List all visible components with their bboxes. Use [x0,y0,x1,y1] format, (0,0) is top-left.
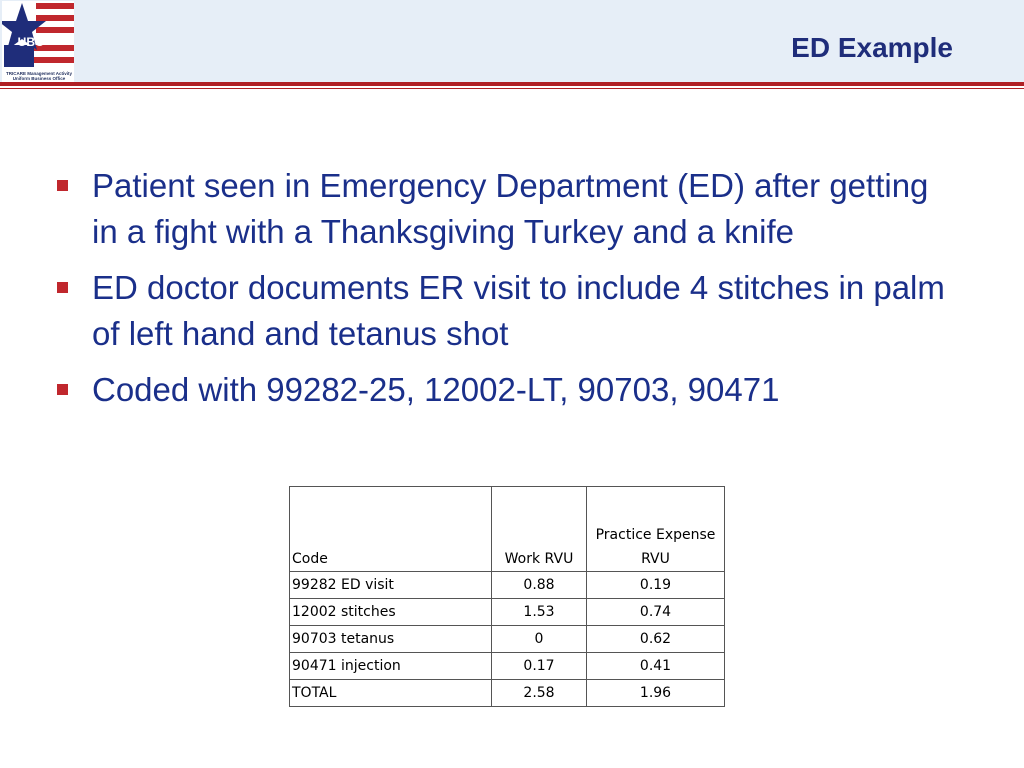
table-row [290,599,725,626]
table-row [290,626,725,653]
table-cell: 90471 injection [290,653,492,680]
bullet-list [55,163,955,423]
logo-subtitle: TRICARE Management Activity Uniform Business Office [5,71,73,81]
table-cell: 1.53 [492,599,587,626]
bullet-text: Coded with 99282-25, 12002-LT, 90703, 90471 [92,371,780,408]
table-cell: 12002 stitches [290,599,492,626]
square-bullet-icon [57,180,68,191]
table-cell: 0.19 [587,572,725,599]
table-cell: 0.62 [587,626,725,653]
table-header-row [290,487,725,572]
slide-header [0,0,1024,82]
list-item [55,265,955,357]
page-title: ED Example [791,32,953,63]
table-cell: 1.96 [587,680,725,707]
table-cell: 0.74 [587,599,725,626]
header-divider [0,82,1024,86]
bullet-text: ED doctor documents ER visit to include 4 stitches in palm of left hand and tetanus shot [92,269,945,352]
table-cell: 0.17 [492,653,587,680]
table-cell: 2.58 [492,680,587,707]
table-cell: 99282 ED visit [290,572,492,599]
table-row [290,653,725,680]
table-cell: TOTAL [290,680,492,707]
logo-text: UBO [17,35,45,49]
list-item [55,163,955,255]
square-bullet-icon [57,282,68,293]
table-row [290,572,725,599]
table-cell: 90703 tetanus [290,626,492,653]
table-cell: 0.41 [587,653,725,680]
bullet-text: Patient seen in Emergency Department (ED) after getting in a fight with a Thanksgiving Turkey and a knife [92,167,929,250]
table-cell: 0.88 [492,572,587,599]
column-header-work-rvu: Work RVU [492,487,587,572]
table-row-total [290,680,725,707]
header-divider-thin [0,88,1024,89]
column-header-code: Code [290,487,492,572]
ubo-logo [2,1,74,83]
rvu-table [289,486,725,707]
column-header-pe-rvu: Practice Expense RVU [587,487,725,572]
square-bullet-icon [57,384,68,395]
table-cell: 0 [492,626,587,653]
list-item [55,367,955,413]
